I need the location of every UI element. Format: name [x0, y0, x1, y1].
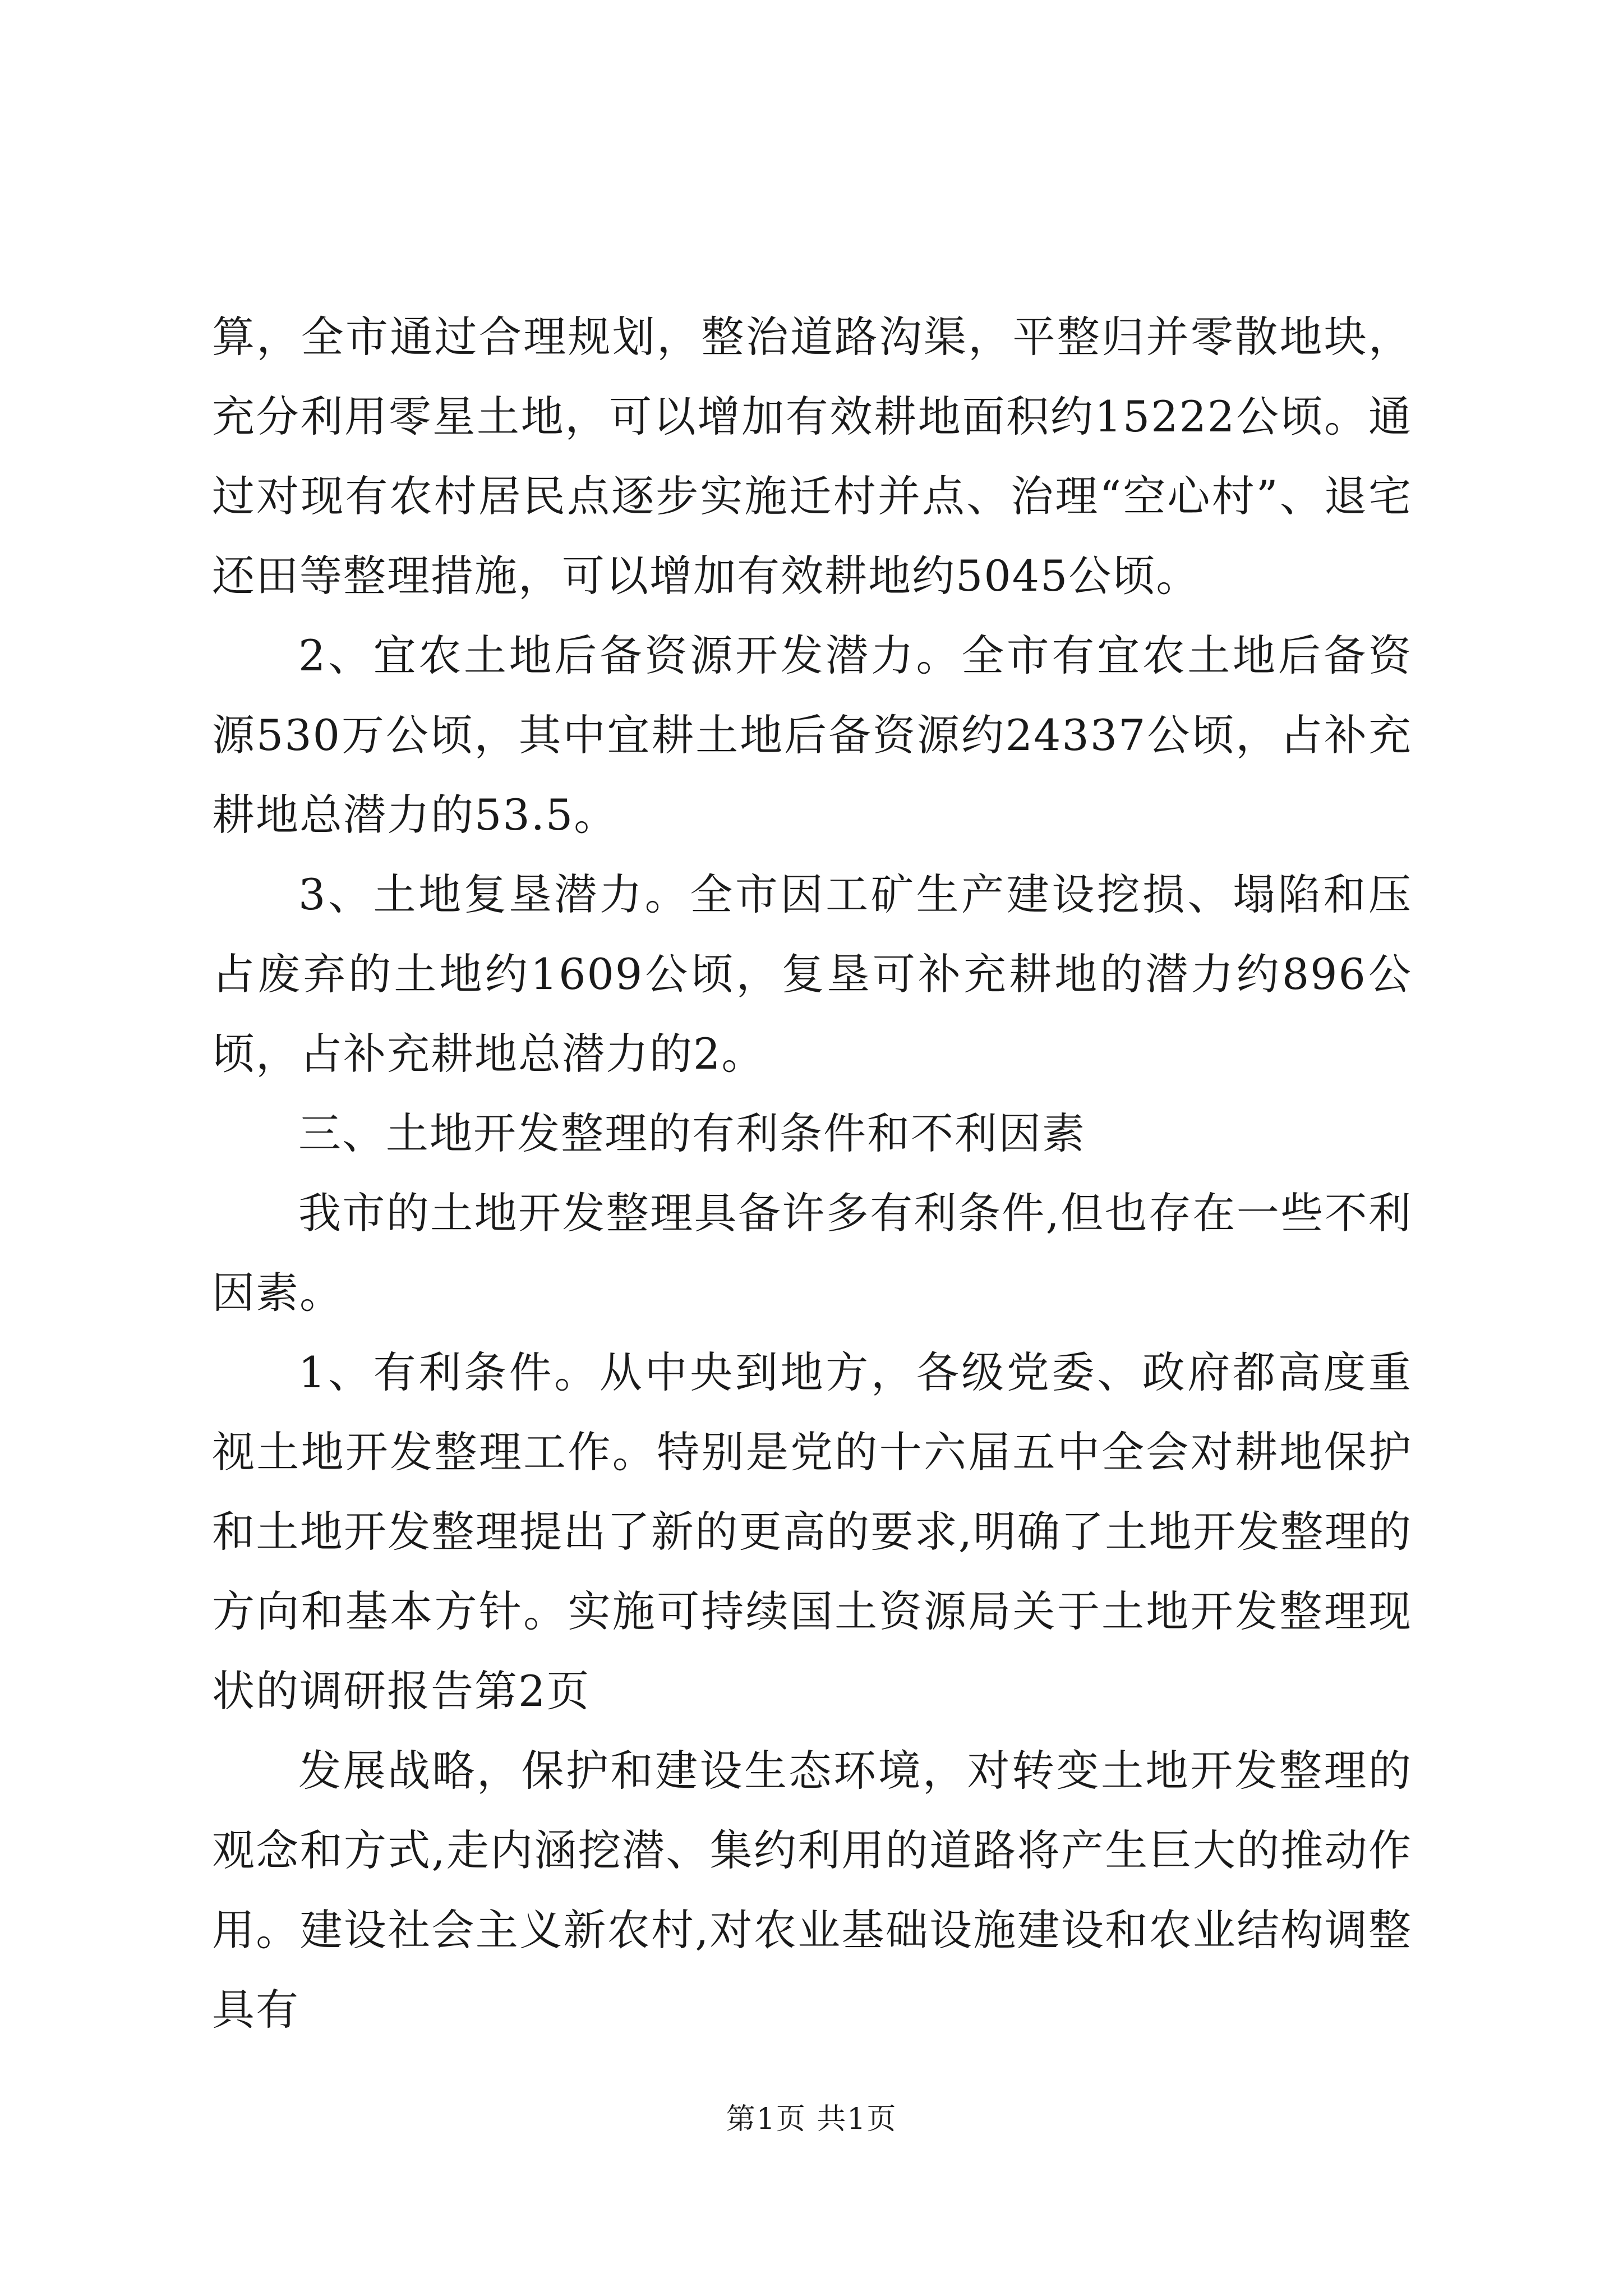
paragraph-reserve-potential: 2、宜农土地后备资源开发潜力。全市有宜农土地后备资源530万公顷，其中宜耕土地后备资源约24337公顷，占补充耕地总潜力的53.5。: [212, 631, 1412, 840]
paragraph-continuation: 算，全市通过合理规划，整治道路沟渠，平整归并零散地块，充分利用零星土地，可以增加有效耕地面积约15222公顷。通过对现有农村居民点逐步实施迁村并点、治理“空心村”、退宅还田等整理措施，可以增加有效耕地约5045公顷。: [212, 312, 1412, 601]
paragraph-favorable-conditions: 1、有利条件。从中央到地方，各级党委、政府都高度重视土地开发整理工作。特别是党的十六届五中全会对耕地保护和土地开发整理提出了新的更高的要求,明确了土地开发整理的方向和基本方针。实施可持续国土资源局关于土地开发整理现状的调研报告第2页: [212, 1347, 1412, 1716]
section-heading: 三、土地开发整理的有利条件和不利因素: [298, 1108, 1086, 1158]
paragraph-development-strategy: 发展战略，保护和建设生态环境，对转变土地开发整理的观念和方式,走内涵挖潜、集约利用的道路将产生巨大的推动作用。建设社会主义新农村,对农业基础设施建设和农业结构调整具有: [212, 1746, 1412, 2035]
paragraph-intro: 我市的土地开发整理具备许多有利条件,但也存在一些不利因素。: [212, 1188, 1412, 1318]
paragraph-reclamation-potential: 3、土地复垦潜力。全市因工矿生产建设挖损、塌陷和压占废弃的土地约1609公顷，复垦可补充耕地的潜力约896公顷，占补充耕地总潜力的2。: [212, 869, 1412, 1079]
document-body: [212, 297, 1412, 2050]
page-footer: 第1页 共1页: [726, 2102, 897, 2136]
